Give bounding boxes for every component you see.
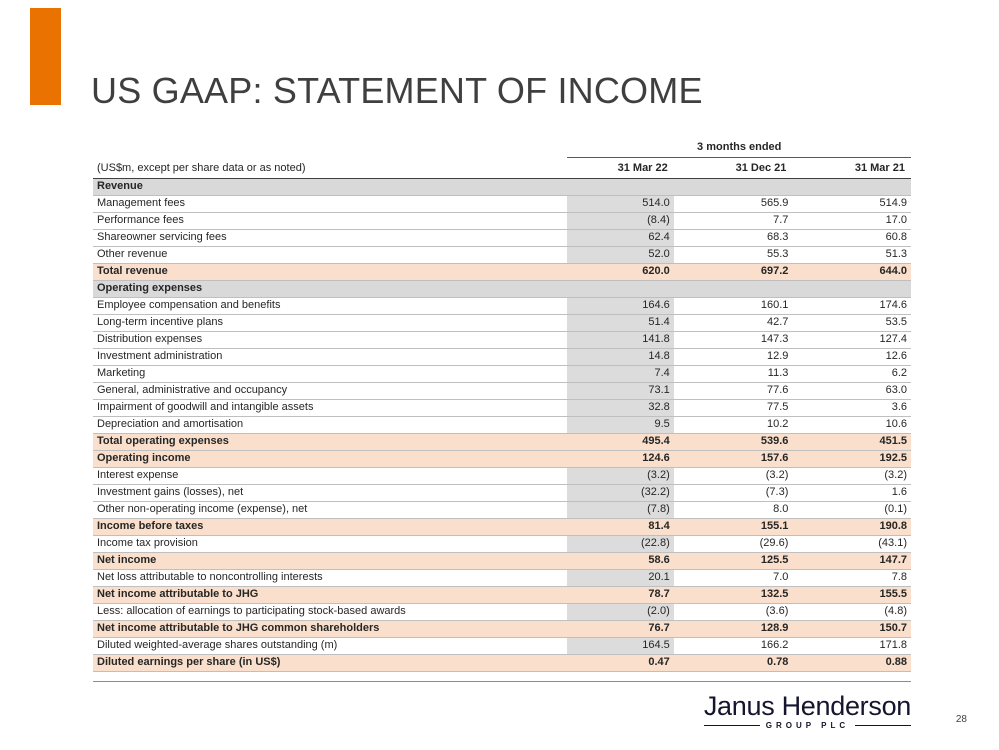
row-value: 12.9	[674, 348, 793, 365]
row-value: (3.2)	[792, 467, 911, 484]
row-value: 164.6	[567, 297, 673, 314]
row-value: (8.4)	[567, 212, 673, 229]
row-value: 155.5	[792, 586, 911, 603]
table-row	[93, 331, 911, 348]
table-row	[93, 552, 911, 569]
row-label: Total revenue	[93, 263, 567, 280]
row-value: 141.8	[567, 331, 673, 348]
row-label: Diluted weighted-average shares outstanding (m)	[93, 637, 567, 654]
row-value	[674, 280, 793, 297]
row-value: 190.8	[792, 518, 911, 535]
row-value: (0.1)	[792, 501, 911, 518]
units-note: (US$m, except per share data or as noted)	[93, 157, 567, 178]
row-value	[792, 178, 911, 195]
table-row	[93, 399, 911, 416]
row-label: Income before taxes	[93, 518, 567, 535]
row-value: 174.6	[792, 297, 911, 314]
spacer-cell	[93, 139, 567, 157]
row-value: 147.3	[674, 331, 793, 348]
column-header-row	[93, 157, 911, 178]
row-value: 171.8	[792, 637, 911, 654]
row-value: 0.78	[674, 654, 793, 671]
table-row	[93, 348, 911, 365]
table-row	[93, 654, 911, 671]
row-label: Investment administration	[93, 348, 567, 365]
row-value	[792, 280, 911, 297]
table-row	[93, 212, 911, 229]
row-value: 164.5	[567, 637, 673, 654]
row-label: Marketing	[93, 365, 567, 382]
row-value: 10.2	[674, 416, 793, 433]
row-value: 63.0	[792, 382, 911, 399]
row-value: 192.5	[792, 450, 911, 467]
row-value: 7.0	[674, 569, 793, 586]
row-value: 73.1	[567, 382, 673, 399]
row-value: 9.5	[567, 416, 673, 433]
logo-subtitle: GROUP PLC	[765, 721, 850, 730]
row-value: 42.7	[674, 314, 793, 331]
row-value: 644.0	[792, 263, 911, 280]
page-title: US GAAP: STATEMENT OF INCOME	[91, 70, 703, 111]
row-label: Employee compensation and benefits	[93, 297, 567, 314]
row-value: 20.1	[567, 569, 673, 586]
row-value: (3.2)	[674, 467, 793, 484]
row-value: 77.6	[674, 382, 793, 399]
accent-bar	[30, 8, 61, 105]
row-label: Diluted earnings per share (in US$)	[93, 654, 567, 671]
row-label: Performance fees	[93, 212, 567, 229]
row-value: 1.6	[792, 484, 911, 501]
row-value: 125.5	[674, 552, 793, 569]
row-value: 8.0	[674, 501, 793, 518]
table-row	[93, 586, 911, 603]
row-value: 58.6	[567, 552, 673, 569]
row-label: Less: allocation of earnings to participating stock-based awards	[93, 603, 567, 620]
table-row	[93, 246, 911, 263]
row-value: (32.2)	[567, 484, 673, 501]
row-value: 155.1	[674, 518, 793, 535]
row-value: 150.7	[792, 620, 911, 637]
row-label: Net income attributable to JHG common shareholders	[93, 620, 567, 637]
row-value: 160.1	[674, 297, 793, 314]
row-label: Net income	[93, 552, 567, 569]
row-value: 451.5	[792, 433, 911, 450]
row-value: 157.6	[674, 450, 793, 467]
logo-rule-left	[704, 725, 760, 726]
row-label: Other revenue	[93, 246, 567, 263]
table-row	[93, 178, 911, 195]
row-value: 81.4	[567, 518, 673, 535]
row-label: Distribution expenses	[93, 331, 567, 348]
table-row	[93, 365, 911, 382]
row-label: Operating expenses	[93, 280, 567, 297]
table-row	[93, 229, 911, 246]
row-label: Shareowner servicing fees	[93, 229, 567, 246]
row-value: 3.6	[792, 399, 911, 416]
row-value: 7.7	[674, 212, 793, 229]
row-value: 0.88	[792, 654, 911, 671]
row-label: Long-term incentive plans	[93, 314, 567, 331]
row-value	[567, 178, 673, 195]
row-value: (2.0)	[567, 603, 673, 620]
period-group-header: 3 months ended	[567, 139, 911, 157]
row-label: Operating income	[93, 450, 567, 467]
income-statement-table	[93, 139, 911, 672]
row-label: General, administrative and occupancy	[93, 382, 567, 399]
table-row	[93, 637, 911, 654]
table-row	[93, 297, 911, 314]
row-value: 495.4	[567, 433, 673, 450]
row-value: 10.6	[792, 416, 911, 433]
row-label: Impairment of goodwill and intangible assets	[93, 399, 567, 416]
table-row	[93, 535, 911, 552]
table-row	[93, 450, 911, 467]
row-value: 565.9	[674, 195, 793, 212]
row-label: Net income attributable to JHG	[93, 586, 567, 603]
row-value: 6.2	[792, 365, 911, 382]
row-label: Investment gains (losses), net	[93, 484, 567, 501]
page-number: 28	[955, 714, 967, 725]
row-value: 17.0	[792, 212, 911, 229]
row-value: 128.9	[674, 620, 793, 637]
row-value	[567, 280, 673, 297]
column-header-31-dec-21: 31 Dec 21	[674, 157, 793, 178]
table-row	[93, 501, 911, 518]
row-value: (3.2)	[567, 467, 673, 484]
row-value: 514.9	[792, 195, 911, 212]
row-label: Income tax provision	[93, 535, 567, 552]
row-value: 7.8	[792, 569, 911, 586]
income-table-body	[93, 178, 911, 671]
column-header-31-mar-22: 31 Mar 22	[567, 157, 673, 178]
row-value: (22.8)	[567, 535, 673, 552]
row-value: 539.6	[674, 433, 793, 450]
row-value: 14.8	[567, 348, 673, 365]
footer-divider	[93, 681, 911, 682]
table-row	[93, 569, 911, 586]
row-value: 52.0	[567, 246, 673, 263]
row-value: (43.1)	[792, 535, 911, 552]
row-value: (4.8)	[792, 603, 911, 620]
table-row	[93, 314, 911, 331]
row-value: 55.3	[674, 246, 793, 263]
row-value: 77.5	[674, 399, 793, 416]
row-value: (7.3)	[674, 484, 793, 501]
row-value: 697.2	[674, 263, 793, 280]
company-logo	[704, 692, 911, 730]
table-row	[93, 263, 911, 280]
row-value: 124.6	[567, 450, 673, 467]
row-label: Interest expense	[93, 467, 567, 484]
row-value: 132.5	[674, 586, 793, 603]
row-value: 7.4	[567, 365, 673, 382]
row-value: 0.47	[567, 654, 673, 671]
table-row	[93, 603, 911, 620]
row-label: Depreciation and amortisation	[93, 416, 567, 433]
row-value: 147.7	[792, 552, 911, 569]
row-value: 78.7	[567, 586, 673, 603]
row-value: (3.6)	[674, 603, 793, 620]
row-label: Total operating expenses	[93, 433, 567, 450]
column-header-31-mar-21: 31 Mar 21	[792, 157, 911, 178]
table-row	[93, 280, 911, 297]
row-value: 62.4	[567, 229, 673, 246]
table-row	[93, 382, 911, 399]
row-value: 53.5	[792, 314, 911, 331]
row-value: 68.3	[674, 229, 793, 246]
row-value: (29.6)	[674, 535, 793, 552]
table-row	[93, 416, 911, 433]
table-row	[93, 433, 911, 450]
table-row	[93, 484, 911, 501]
table-row	[93, 620, 911, 637]
row-value: 76.7	[567, 620, 673, 637]
table-row	[93, 518, 911, 535]
row-value: 620.0	[567, 263, 673, 280]
row-value: 11.3	[674, 365, 793, 382]
row-value: 514.0	[567, 195, 673, 212]
logo-name: Janus Henderson	[703, 691, 911, 721]
row-label: Net loss attributable to noncontrolling interests	[93, 569, 567, 586]
row-value: 60.8	[792, 229, 911, 246]
row-value: 51.4	[567, 314, 673, 331]
logo-rule-right	[855, 725, 911, 726]
row-value: 51.3	[792, 246, 911, 263]
table-row	[93, 195, 911, 212]
table-row	[93, 467, 911, 484]
income-statement	[93, 139, 911, 672]
period-group-row	[93, 139, 911, 157]
row-value: 166.2	[674, 637, 793, 654]
row-value: 32.8	[567, 399, 673, 416]
row-value: (7.8)	[567, 501, 673, 518]
row-value	[674, 178, 793, 195]
row-label: Management fees	[93, 195, 567, 212]
row-value: 127.4	[792, 331, 911, 348]
logo-subtitle-row	[704, 721, 911, 730]
row-label: Revenue	[93, 178, 567, 195]
row-value: 12.6	[792, 348, 911, 365]
row-label: Other non-operating income (expense), net	[93, 501, 567, 518]
